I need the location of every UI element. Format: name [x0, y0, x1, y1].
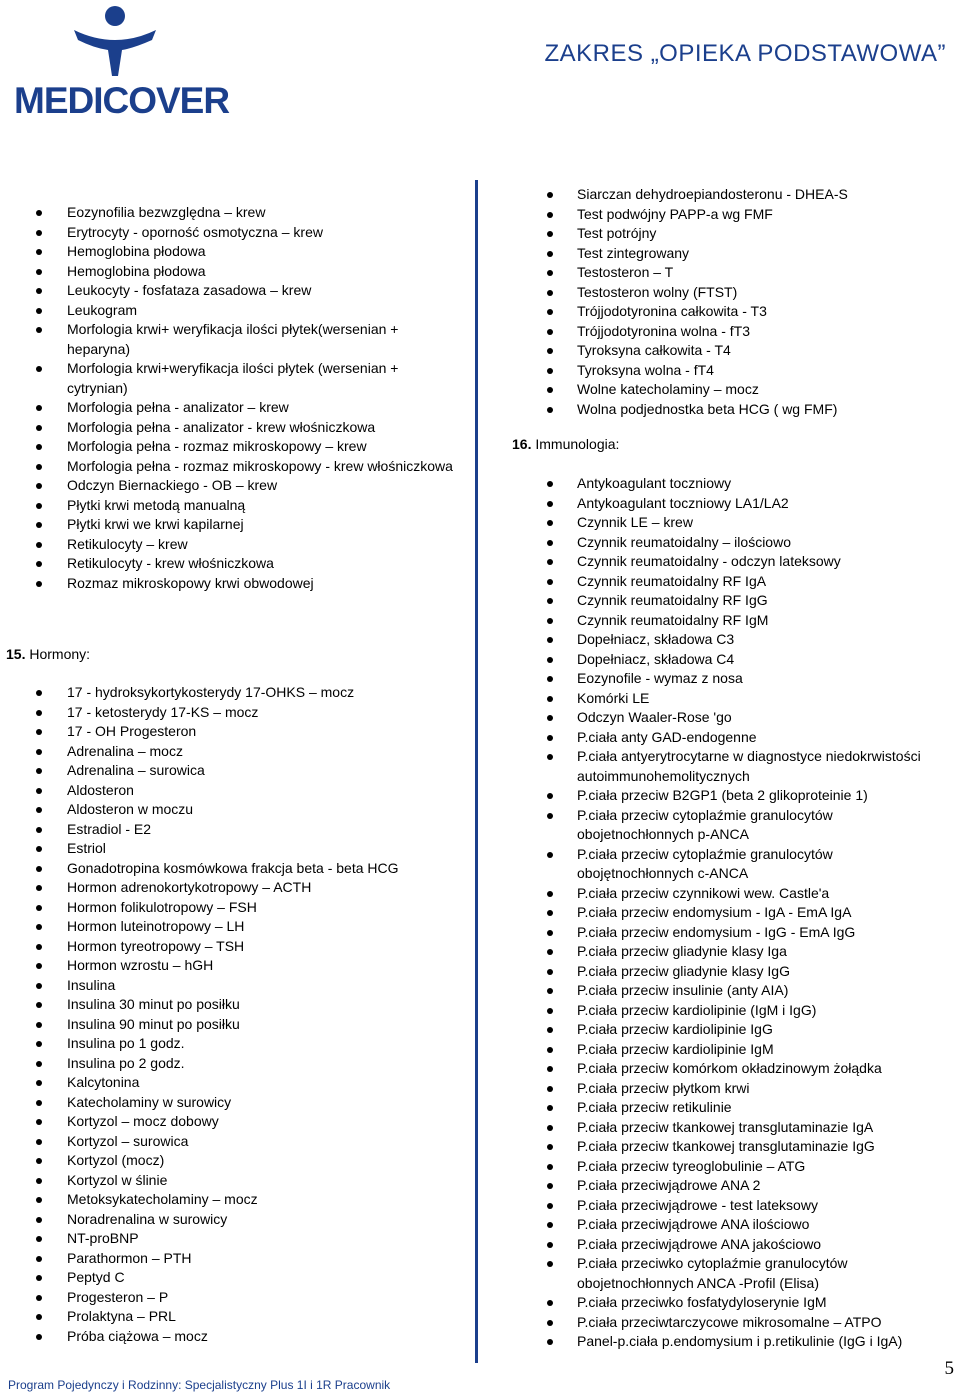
list-item: Hormon wzrostu – hGH — [30, 956, 460, 976]
list-item: Czynnik reumatoidalny RF IgG — [540, 591, 950, 611]
list-item: Rozmaz mikroskopowy krwi obwodowej — [30, 574, 460, 594]
list-item: P.ciała antyerytrocytarne w diagnostyce niedokrwistości autoimmunohemolitycznych — [540, 747, 950, 786]
list-item: Estradiol - E2 — [30, 820, 460, 840]
left-column-hormony — [30, 683, 460, 1346]
list-item: P.ciała anty GAD-endogenne — [540, 728, 950, 748]
list-item: Morfologia pełna - rozmaz mikroskopowy - krew włośniczkowa — [30, 457, 460, 477]
list-item: Tyroksyna wolna - fT4 — [540, 361, 950, 381]
list-item: Kortyzol (mocz) — [30, 1151, 460, 1171]
list-item: Odczyn Waaler-Rose 'go — [540, 708, 950, 728]
list-item: Eozynofile - wymaz z nosa — [540, 669, 950, 689]
section-15-heading — [6, 646, 90, 662]
list-item: P.ciała przeciw kardiolipinie IgG — [540, 1020, 950, 1040]
list-item: Test zintegrowany — [540, 244, 950, 264]
list-item: Hormon folikulotropowy – FSH — [30, 898, 460, 918]
list-item: Aldosteron — [30, 781, 460, 801]
list-item: Czynnik reumatoidalny - odczyn lateksowy — [540, 552, 950, 572]
list-item: Insulina 30 minut po posiłku — [30, 995, 460, 1015]
list-item: Gonadotropina kosmówkowa frakcja beta - beta HCG — [30, 859, 460, 879]
list-item: P.ciała przeciw endomysium - IgG - EmA IgG — [540, 923, 950, 943]
list-item: Adrenalina – surowica — [30, 761, 460, 781]
list-item: Prolaktyna – PRL — [30, 1307, 460, 1327]
list-item: Parathormon – PTH — [30, 1249, 460, 1269]
list-item: Kortyzol w ślinie — [30, 1171, 460, 1191]
list-item: Kortyzol – mocz dobowy — [30, 1112, 460, 1132]
list-item: P.ciała przeciwjądrowe ANA jakościowo — [540, 1235, 950, 1255]
list-item: Wolna podjednostka beta HCG ( wg FMF) — [540, 400, 950, 420]
list-item: Progesteron – P — [30, 1288, 460, 1308]
list-item: Insulina — [30, 976, 460, 996]
page-number: 5 — [944, 1358, 954, 1379]
list-item: Kortyzol – surowica — [30, 1132, 460, 1152]
list-item: NT-proBNP — [30, 1229, 460, 1249]
list-item: Retikulocyty - krew włośniczkowa — [30, 554, 460, 574]
list-item: Aldosteron w moczu — [30, 800, 460, 820]
list-item: P.ciała przeciwjądrowe ANA ilościowo — [540, 1215, 950, 1235]
list-item: Erytrocyty - oporność osmotyczna – krew — [30, 223, 460, 243]
list-item: P.ciała przeciw gliadynie klasy Iga — [540, 942, 950, 962]
list-item: P.ciała przeciw retikulinie — [540, 1098, 950, 1118]
list-item: Dopełniacz, składowa C4 — [540, 650, 950, 670]
right-column-top — [540, 185, 950, 419]
list-item: Komórki LE — [540, 689, 950, 709]
list-item: P.ciała przeciw gliadynie klasy IgG — [540, 962, 950, 982]
list-item: P.ciała przeciw B2GP1 (beta 2 glikoproteinie 1) — [540, 786, 950, 806]
left-column-top — [30, 203, 460, 593]
right-column-immuno — [540, 474, 950, 1352]
list-item: Kalcytonina — [30, 1073, 460, 1093]
footer-text: Program Pojedynczy i Rodzinny: Specjalistyczny Plus 1I i 1R Pracownik — [8, 1378, 391, 1392]
section-16-heading — [512, 436, 619, 452]
medicover-logo — [12, 4, 232, 124]
list-item: Morfologia pełna - analizator – krew — [30, 398, 460, 418]
list-item: Test potrójny — [540, 224, 950, 244]
list-item: P.ciała przeciw tkankowej transglutaminazie IgA — [540, 1118, 950, 1138]
list-item: P.ciała przeciwjądrowe ANA 2 — [540, 1176, 950, 1196]
list-item: 17 - OH Progesteron — [30, 722, 460, 742]
list-item: P.ciała przeciw płytkom krwi — [540, 1079, 950, 1099]
list-item: Peptyd C — [30, 1268, 460, 1288]
list-item: Czynnik reumatoidalny – ilościowo — [540, 533, 950, 553]
list-item: Adrenalina – mocz — [30, 742, 460, 762]
list-item: Antykoagulant toczniowy LA1/LA2 — [540, 494, 950, 514]
list-item: Tyroksyna całkowita - T4 — [540, 341, 950, 361]
list-item: Panel-p.ciała p.endomysium i p.retikulinie (IgG i IgA) — [540, 1332, 950, 1352]
list-item: Próba ciążowa – mocz — [30, 1327, 460, 1347]
immunologia-list — [540, 474, 950, 1352]
list-item: Dopełniacz, składowa C3 — [540, 630, 950, 650]
section-16-title: Immunologia: — [535, 436, 620, 452]
list-item: P.ciała przeciwjądrowe - test lateksowy — [540, 1196, 950, 1216]
list-item: Estriol — [30, 839, 460, 859]
list-item: Noradrenalina w surowicy — [30, 1210, 460, 1230]
list-item: Płytki krwi metodą manualną — [30, 496, 460, 516]
list-item: Czynnik reumatoidalny RF IgM — [540, 611, 950, 631]
list-item: P.ciała przeciw tyreoglobulinie – ATG — [540, 1157, 950, 1177]
list-item: Test podwójny PAPP-a wg FMF — [540, 205, 950, 225]
list-item: Testosteron – T — [540, 263, 950, 283]
list-item: Insulina po 2 godz. — [30, 1054, 460, 1074]
list-item: Antykoagulant toczniowy — [540, 474, 950, 494]
list-item: Czynnik reumatoidalny RF IgA — [540, 572, 950, 592]
list-item: Leukocyty - fosfataza zasadowa – krew — [30, 281, 460, 301]
list-item: Retikulocyty – krew — [30, 535, 460, 555]
list-item: P.ciała przeciw cytoplaźmie granulocytów obojetnochłonnych p-ANCA — [540, 806, 950, 845]
list-item: Morfologia krwi+ weryfikacja ilości płytek(wersenian + heparyna) — [30, 320, 460, 359]
list-item: P.ciała przeciw insulinie (anty AIA) — [540, 981, 950, 1001]
section-15-number: 15. — [6, 646, 26, 662]
list-item: Wolne katecholaminy – mocz — [540, 380, 950, 400]
list-item: Morfologia krwi+weryfikacja ilości płytek (wersenian + cytrynian) — [30, 359, 460, 398]
list-item: P.ciała przeciw komórkom okładzinowym żołądka — [540, 1059, 950, 1079]
list-item: Insulina 90 minut po posiłku — [30, 1015, 460, 1035]
list-item: Leukogram — [30, 301, 460, 321]
list-item: P.ciała przeciw endomysium - IgA - EmA IgA — [540, 903, 950, 923]
page-title: ZAKRES „OPIEKA PODSTAWOWA” — [544, 40, 946, 67]
list-item: P.ciała przeciw kardiolipinie IgM — [540, 1040, 950, 1060]
list-item: P.ciała przeciw kardiolipinie (IgM i IgG) — [540, 1001, 950, 1021]
section-16-number: 16. — [512, 436, 532, 452]
list-item: P.ciała przeciwtarczycowe mikrosomalne – ATPO — [540, 1313, 950, 1333]
list-item: Morfologia pełna - rozmaz mikroskopowy – krew — [30, 437, 460, 457]
list-item: Odczyn Biernackiego - OB – krew — [30, 476, 460, 496]
list-item: Hormon tyreotropowy – TSH — [30, 937, 460, 957]
section-15-title: Hormony: — [29, 646, 91, 662]
list-item: Katecholaminy w surowicy — [30, 1093, 460, 1113]
list-item: Płytki krwi we krwi kapilarnej — [30, 515, 460, 535]
list-item: Morfologia pełna - analizator - krew włośniczkowa — [30, 418, 460, 438]
list-item: Metoksykatecholaminy – mocz — [30, 1190, 460, 1210]
morfologia-list — [30, 203, 460, 593]
list-item: Insulina po 1 godz. — [30, 1034, 460, 1054]
list-item: P.ciała przeciw czynnikowi wew. Castle'a — [540, 884, 950, 904]
list-item: Hormon luteinotropowy – LH — [30, 917, 460, 937]
hormony-continued-list — [540, 185, 950, 419]
list-item: P.ciała przeciwko cytoplaźmie granulocytów obojetnochłonnych ANCA -Profil (Elisa) — [540, 1254, 950, 1293]
list-item: Czynnik LE – krew — [540, 513, 950, 533]
list-item: Testosteron wolny (FTST) — [540, 283, 950, 303]
list-item: 17 - hydroksykortykosterydy 17-OHKS – mocz — [30, 683, 460, 703]
brand-wordmark: MEDICOVER — [14, 80, 230, 121]
list-item: P.ciała przeciwko fosfatydyloserynie IgM — [540, 1293, 950, 1313]
list-item: Hemoglobina płodowa — [30, 242, 460, 262]
list-item: P.ciała przeciw tkankowej transglutaminazie IgG — [540, 1137, 950, 1157]
list-item: P.ciała przeciw cytoplaźmie granulocytów obojętnochłonnych c-ANCA — [540, 845, 950, 884]
list-item: Trójjodotyronina wolna - fT3 — [540, 322, 950, 342]
list-item: Trójjodotyronina całkowita - T3 — [540, 302, 950, 322]
medicover-logo-icon — [70, 4, 160, 76]
hormony-list — [30, 683, 460, 1346]
list-item: Siarczan dehydroepiandosteronu - DHEA-S — [540, 185, 950, 205]
list-item: Hemoglobina płodowa — [30, 262, 460, 282]
list-item: 17 - ketosterydy 17-KS – mocz — [30, 703, 460, 723]
column-divider — [475, 180, 478, 1363]
list-item: Eozynofilia bezwzględna – krew — [30, 203, 460, 223]
list-item: Hormon adrenokortykotropowy – ACTH — [30, 878, 460, 898]
